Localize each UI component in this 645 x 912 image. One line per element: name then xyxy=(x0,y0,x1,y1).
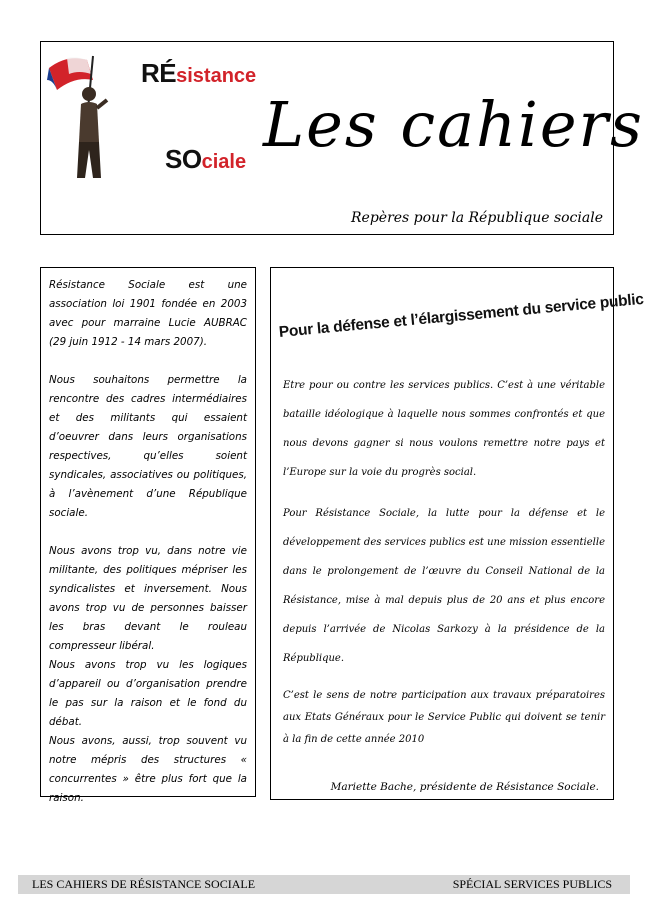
footer-issue-name: SPÉCIAL SERVICES PUBLICS xyxy=(452,877,612,891)
logo-sociale-word: SOciale xyxy=(165,144,247,174)
article-signature: Mariette Bache, présidente de Résistance Sociale. xyxy=(330,781,599,793)
article-paragraph: Etre pour ou contre les services publics. C’est à une véritable bataille idéologique à laquelle nous sommes confrontés et que nous devons gagner si nous voulons remettre notre pays et l’Europe sur la voie du progrès social. xyxy=(283,380,605,478)
article-paragraph: Pour Résistance Sociale, la lutte pour la défense et le développement des services publics est une mission essentielle dans le prolongement de l’œuvre du Conseil National de la Résistance, mise à mal depuis plus de 20 ans et plus encore depuis l’arrivée de Nicolas Sarkozy à la présidence de la République. xyxy=(283,508,605,664)
article-paragraph: C’est le sens de notre participation aux travaux préparatoires aux Etats Généraux pour le Service Public qui doivent se tenir à la fin de cette année 2010 xyxy=(283,690,605,745)
sidebar-paragraph: Nous avons trop vu, dans notre vie militante, des politiques mépriser les syndicalistes et inversement. Nous avons trop vu de personnes baisser les bras devant le rouleau compresseur libéral. xyxy=(49,545,247,652)
association-description-box xyxy=(40,267,256,804)
article-title: Pour la défense et l’élargissement du service public xyxy=(278,290,645,341)
tagline: Repères pour la République sociale xyxy=(351,210,603,226)
editorial-article-box xyxy=(270,267,645,800)
logo-resistance-word: RÉsistance xyxy=(141,58,257,88)
publication-title: Les cahiers xyxy=(263,88,644,161)
sidebar-paragraph: Résistance Sociale est une association loi 1901 fondée en 2003 avec pour marraine Lucie AUBRAC (29 juin 1912 - 14 mars 2007). xyxy=(49,279,247,348)
sidebar-paragraph: Nous souhaitons permettre la rencontre des cadres intermédiaires et des militants qui essaient d’oeuvrer dans leurs organisations respectives, qu’elles soient syndicales, associatives ou politiques, à l’avènement d’une République sociale. xyxy=(49,374,247,519)
footer-publication-name: LES CAHIERS DE RÉSISTANCE SOCIALE xyxy=(32,877,256,891)
masthead-box xyxy=(40,41,644,235)
flag-bearer-figure-icon xyxy=(47,50,117,190)
sidebar-paragraph: Nous avons trop vu les logiques d’appareil ou d’organisation prendre le pas sur la raison et le fond du débat. xyxy=(49,659,247,728)
page-footer xyxy=(18,875,630,894)
sidebar-paragraph: Nous avons, aussi, trop souvent vu notre mépris des structures « concurrentes » être plus fort que la raison. xyxy=(49,735,247,804)
article-body xyxy=(283,371,605,763)
